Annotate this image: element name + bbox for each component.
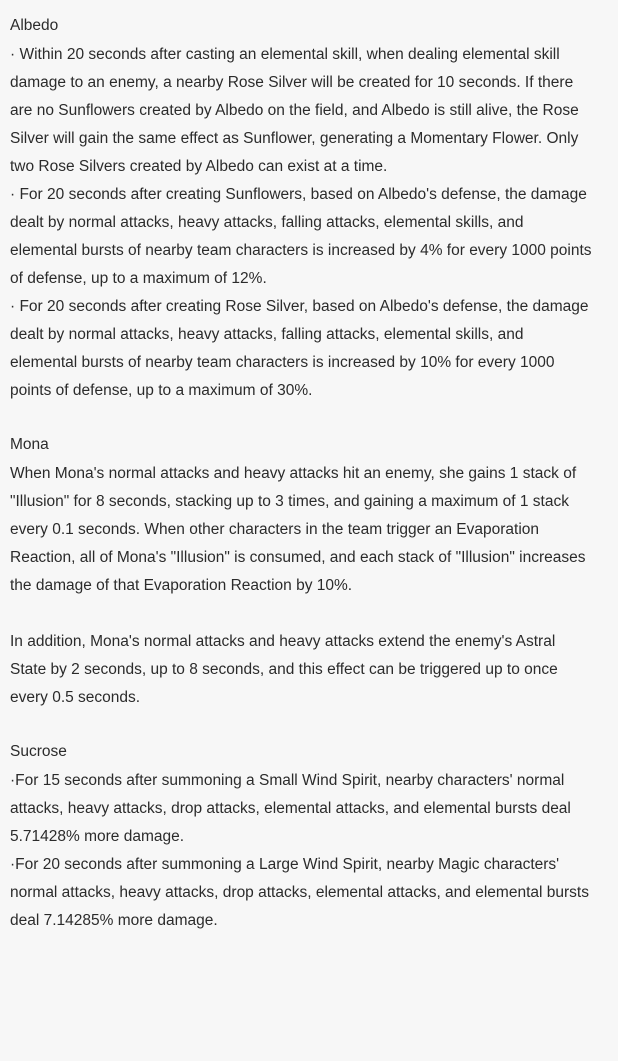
character-section-albedo [10,12,592,405]
passive-description: When Mona's normal attacks and heavy attacks hit an enemy, she gains 1 stack of "Illusion" for 8 seconds, stacking up to 3 times, and gaining a maximum of 1 stack every 0.1 seconds. When other characters in the team trigger an Evaporation Reaction, all of Mona's "Illusion" is consumed, and each stack of "Illusion" increases the damage of that Evaporation Reaction by 10%. [10,465,586,594]
passive-description: In addition, Mona's normal attacks and heavy attacks extend the enemy's Astral State by 2 seconds, up to 8 seconds, and this effect can be triggered up to once every 0.5 seconds. [10,633,558,706]
character-name: Sucrose [10,743,67,760]
character-name: Albedo [10,17,59,34]
passive-description: · For 20 seconds after creating Rose Silver, based on Albedo's defense, the damage dealt by normal attacks, heavy attacks, falling attacks, elemental skills, and elemental bursts of nearby team characters is increased by 10% for every 1000 points of defense, up to a maximum of 30%. [10,298,589,399]
passive-description: · Within 20 seconds after casting an elemental skill, when dealing elemental skill damage to an enemy, a nearby Rose Silver will be created for 10 seconds. If there are no Sunflowers created by Albedo on the field, and Albedo is still alive, the Rose Silver will gain the same effect as Sunflower, generating a Momentary Flower. Only two Rose Silvers created by Albedo can exist at a time. [10,46,579,175]
character-section-mona [10,431,592,712]
passive-description: · For 20 seconds after creating Sunflowers, based on Albedo's defense, the damage dealt by normal attacks, heavy attacks, falling attacks, elemental skills, and elemental bursts of nearby team characters is increased by 4% for every 1000 points of defense, up to a maximum of 12%. [10,186,592,287]
passive-description: ·For 15 seconds after summoning a Small Wind Spirit, nearby characters' normal attacks, heavy attacks, drop attacks, elemental attacks, and elemental bursts deal 5.71428% more damage. [10,772,571,845]
character-section-sucrose [10,738,592,935]
character-name: Mona [10,436,49,453]
passive-description: ·For 20 seconds after summoning a Large Wind Spirit, nearby Magic characters' normal attacks, heavy attacks, drop attacks, elemental attacks, and elemental bursts deal 7.14285% more damage. [10,856,589,929]
